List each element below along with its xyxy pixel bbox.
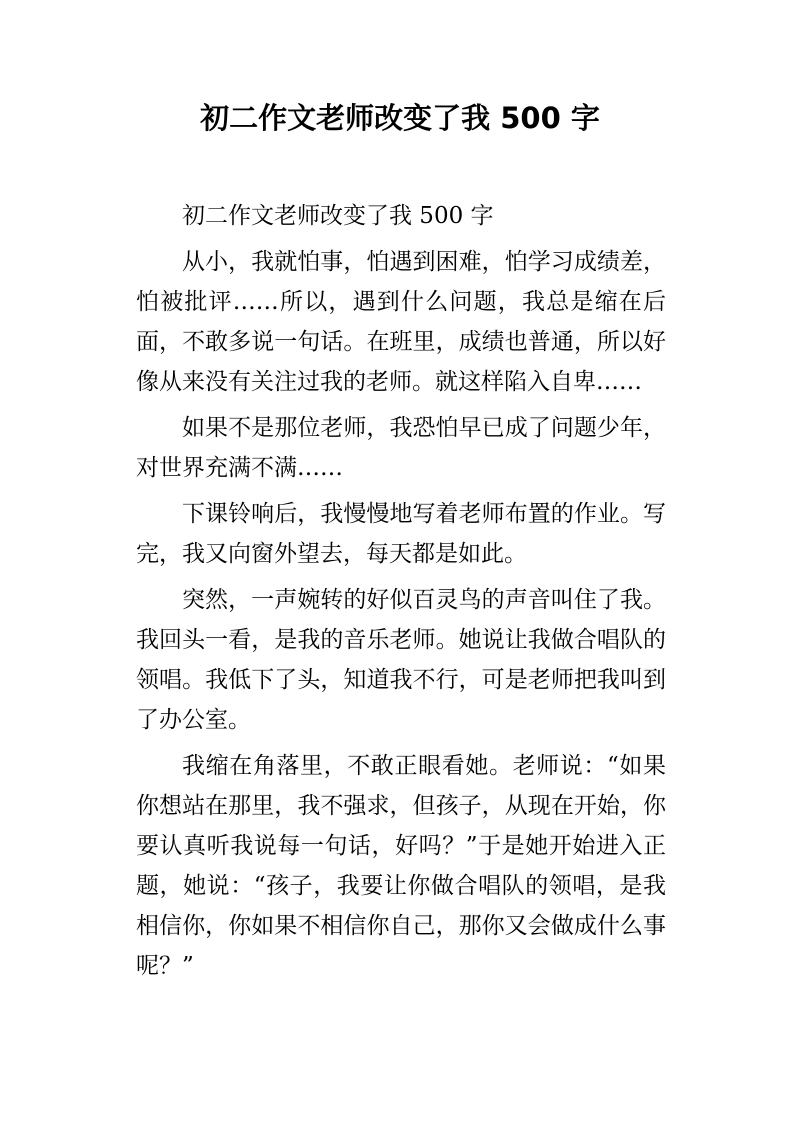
- paragraph: 我缩在角落里，不敢正眼看她。老师说：“如果你想站在那里，我不强求，但孩子，从现在开始，你要认真听我说每一句话，好吗？”于是她开始进入正题，她说：“孩子，我要让你做合唱队的领唱，是我相信你，你如果不相信你自己，那你又会做成什么事呢？”: [136, 753, 666, 979]
- paragraph: 突然，一声婉转的好似百灵鸟的声音叫住了我。我回头一看，是我的音乐老师。她说让我做合唱队的领唱。我低下了头，知道我不行，可是老师把我叫到了办公室。: [136, 587, 666, 733]
- document-body: [136, 196, 666, 986]
- paragraph-subtitle: 初二作文老师改变了我 500 字: [182, 203, 494, 229]
- paragraph: 如果不是那位老师，我恐怕早已成了问题少年，对世界充满不满……: [136, 415, 666, 481]
- paragraph: 下课铃响后，我慢慢地写着老师布置的作业。写完，我又向窗外望去，每天都是如此。: [136, 501, 666, 567]
- paragraph: 从小，我就怕事，怕遇到困难，怕学习成绩差，怕被批评……所以，遇到什么问题，我总是缩在后面，不敢多说一句话。在班里，成绩也普通，所以好像从来没有关注过我的老师。就这样陷入自卑……: [136, 249, 666, 395]
- document-title: 初二作文老师改变了我 500 字: [200, 101, 600, 135]
